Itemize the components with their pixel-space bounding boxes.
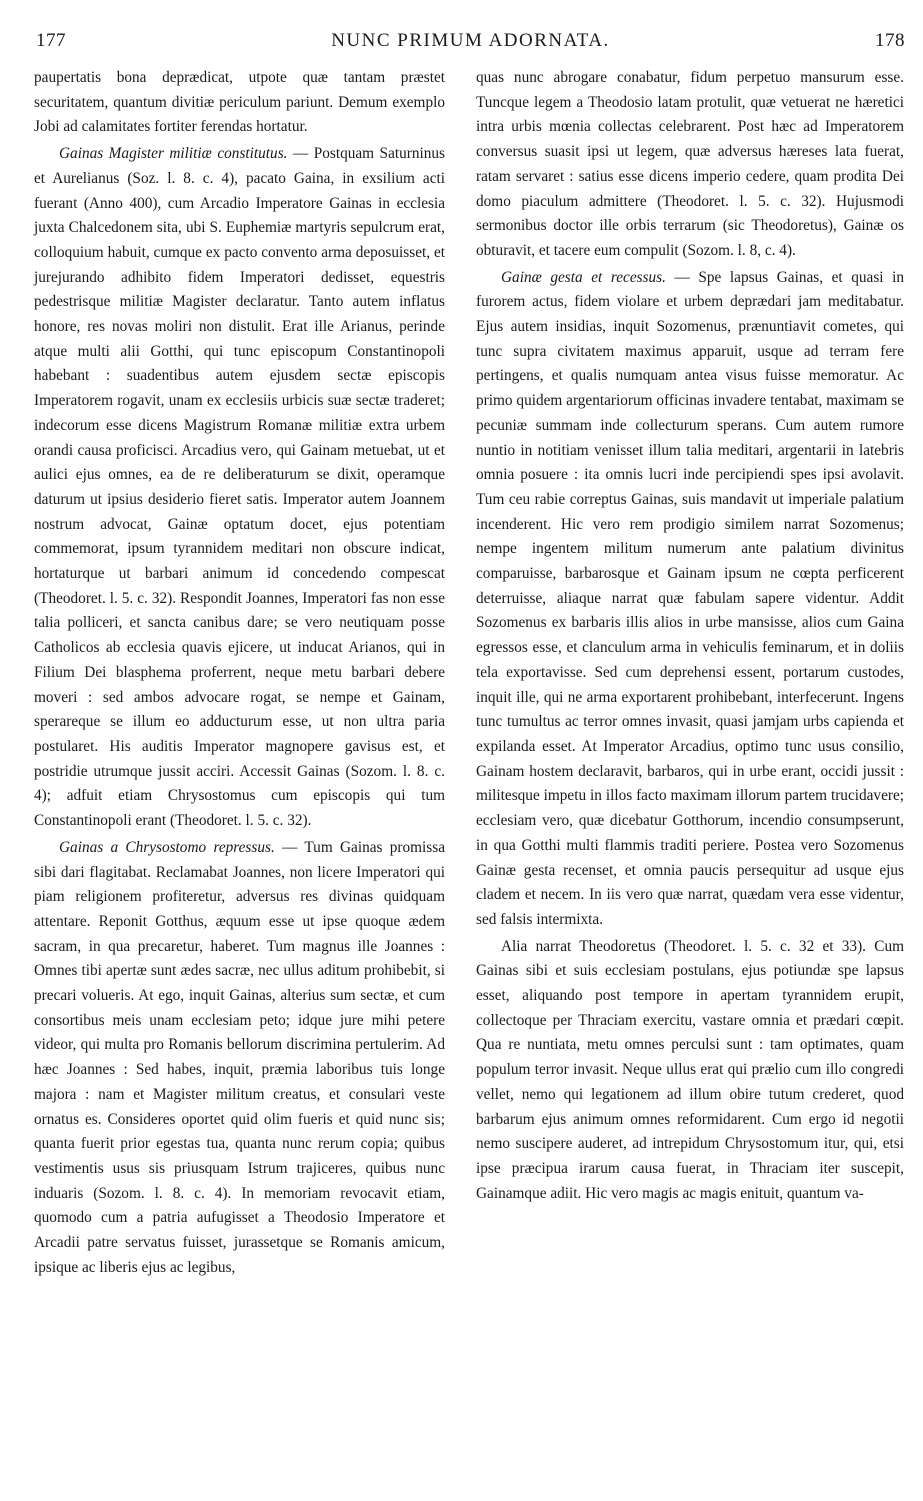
page-number-left: 177 [36, 30, 66, 51]
right-column [476, 66, 904, 1206]
paragraph: paupertatis bona deprædicat, utpote quæ tantam præstet securitatem, quantum divitiæ periculum pariunt. Demum exemplo Jobi ad calamitates fortiter ferendas hortatur. [34, 69, 445, 136]
page-number-right: 178 [875, 30, 905, 51]
section-paragraph [476, 266, 904, 933]
section-paragraph [34, 836, 445, 1281]
paragraph-body: — Spe lapsus Gainas, et quasi in furorem actus, fidem violare et urbem deprædari jam meditabatur. Ejus autem insidias, inquit Sozomenus, prænuntiavit cometes, qui tunc supra civitatem maximus apparuit, usque ad terram fere pertingens, et qualis numquam antea visus fuisse memoratur. Ac primo quidem argentariorum officinas invadere tentabat, maximam se pecuniæ summam inde collecturum sperans. Cum autem rumore nuntio in notitiam venisset illum talia meditari, argentarii in latebris omnia posuere : ita omnis lucri inde percipiendi spes ipsi avolavit. Tum ceu rabie correptus Gainas, suis mandavit ut imperiale palatium incenderent. Hic vero rem prodigio similem narrat Sozomenus; nempe ingentem militum numerum ante palatium divinitus comparuisse, barbarosque et Gainam ipsum ne cœpta perficerent deterruisse, aliaque narrat quæ fabulam sapere videntur. Addit Sozomenus ex barbaris illis alios in urbe mansisse, alios cum Gaina egressos esse, et clanculum arma in vehiculis feminarum, et in doliis tela exportavisse. Sed cum deprehensi essent, portarum custodes, inquit ille, qui ne arma exportarent prohibebant, interfecerunt. Ingens tunc tumultus ac terror omnes invasit, quasi jamjam urbs capienda et expilanda esset. At Imperator Arcadius, optimo tunc usus consilio, Gainam hostem declaravit, barbaros, qui in urbe erant, occidi jussit : militesque impetu in illos facto maximam illorum partem trucidavere; ecclesiam vero, quæ dicebatur Gotthorum, incendio consumpserunt, in qua Gotthi multi flammis traditi periere. Postea vero Sozomenus Gainæ gesta recenset, et omnia paucis persequitur ad usque ejus cladem et necem. In iis vero quæ narrat, quædam vera esse videntur, sed falsis intermixta. [476, 268, 904, 928]
paragraph-body: — Postquam Saturninus et Aurelianus (Soz. l. 8. c. 4), pacato Gaina, in exsilium acti fuerant (Anno 400), cum Arcadio Imperatore Gainas in ecclesia juxta Chalcedonem sita, ubi S. Euphemiæ martyris sepulcrum erat, colloquium habuit, cumque ex pacto convento arma deposuisset, et jurejurando adhibito fidem Imperatori dedisset, equestris pedestrisque militiæ Magister declaratur. Tanto autem inflatus honore, res novas moliri non distulit. Erat ille Arianus, perinde atque multi alii Gotthi, qui tunc episcopum Constantinopoli habebant : suadentibus autem ejusdem sectæ episcopis Imperatorem rogavit, unam ex ecclesiis urbicis suæ sectæ traderet; indecorum esse dicens Magistrum Romanæ militiæ extra urbem orandi causa proficisci. Arcadius vero, qui Gainam metuebat, ut et aulici ejus omnes, ea de re deliberaturum se dixit, operamque daturum ut ipsius desiderio fieret satis. Imperator autem Joannem nostrum advocat, Gainæ optatum docet, ejus potentiam commemorat, ipsum tyrannidem meditari non obscure indicat, hortaturque ut barbari animum id concedendo compescat (Theodoret. l. 5. c. 32). Respondit Joannes, Imperatori fas non esse talia polliceri, et sancta canibus dare; se vero neutiquam posse Catholicos ab ecclesia quavis ejicere, ut inducat Arianos, qui in Filium Dei blasphema proferrent, neque metu barbari debere moveri : sed ambos advocare rogat, se nempe et Gainam, sperareque se illum eo adducturum esse, ut non ultra paria postularet. His auditis Imperator magnopere gavisus est, et postridie utrumque jussit acciri. Accessit Gainas (Sozom. l. 8. c. 4); adfuit etiam Chrysostomus cum episcopis qui tum Constantinopoli erant (Theodoret. l. 5. c. 32). [34, 145, 445, 830]
section-heading: Gainas Magister militiæ constitutus. [59, 145, 288, 163]
paragraph: Alia narrat Theodoretus (Theodoret. l. 5. c. 32 et 33). Cum Gainas sibi et suis ecclesiam postulans, ejus potiundæ spe lapsus esset, aliquando post tempore in apertam tyrannidem erupit, collectoque per Thraciam exercitu, vastare omnia et prædari cœpit. Qua re nuntiata, metu omnes perculsi sunt : tam optimates, quam populum terror invasit. Neque ullus erat qui prælio cum illo congredi vellet, nemo qui legationem ad illum obire tutum crederet, quod barbarum ejus animum omnes reformidarent. Cum ergo id negotii nemo suscipere auderet, ad intrepidum Chrysostomum itur, qui, etsi ipse præcipua irarum causa fuerat, in Thraciam iter suscepit, Gainamque adiit. Hic vero magis ac magis enituit, quantum va- [476, 937, 904, 1202]
page-header [36, 30, 905, 56]
paragraph-body: — Tum Gainas promissa sibi dari flagitabat. Reclamabat Joannes, non licere Imperatori qui piam religionem profiteretur, adversus res divinas quidquam attentare. Reponit Gotthus, æquum esse ut ipse quoque ædem sacram, in qua precaretur, haberet. Tum magnus ille Joannes : Omnes tibi apertæ sunt ædes sacræ, nec ullus aditum prohibebit, si precari volueris. At ego, inquit Gainas, alterius sum sectæ, et cum consortibus meis unam ecclesiam peto; idque jure mihi petere videor, qui multa pro Romanis bellorum discrimina pertulerim. Ad hæc Joannes : Sed habes, inquit, præmia laboribus tuis longe majora : nam et Magister militum creatus, et consulari veste ornatus es. Consideres oportet quid olim fueris et quid nunc sis; quanta fuerit prior egestas tua, quanta nunc rerum copia; quibus vestimentis usus sis priusquam Istrum trajiceres, quibus nunc induaris (Sozom. l. 8. c. 4). In memoriam revocavit etiam, quomodo cum a patria aufugisset a Theodosio Imperatore et Arcadii patre servatus fuisset, jurassetque se Romanis amicum, ipsique ac liberis ejus ac legibus, [34, 838, 446, 1276]
left-column [34, 66, 445, 1280]
section-heading: Gainas a Chrysostomo repressus. [59, 838, 275, 856]
section-paragraph [34, 142, 445, 834]
paragraph: quas nunc abrogare conabatur, fidum perpetuo mansurum esse. Tuncque legem a Theodosio latam protulit, quæ vetuerat ne hæretici intra urbis mœnia collectas celebrarent. Post hæc ad Imperatorem conversus suasit ipsi ut legem, quæ adversus hæreses lata fuerat, ratam servaret : satius esse dicens imperio cedere, quam prodita Dei domo piaculum admittere (Theodoret. l. 5. c. 32). Hujusmodi sermonibus doctor ille orbis terrarum (sic Theodoretus), Gainæ os obturavit, et tacere eum compulit (Sozom. l. 8, c. 4). [476, 69, 904, 259]
running-title: NUNC PRIMUM ADORNATA. [331, 30, 610, 51]
section-heading: Gainæ gesta et recessus. [501, 268, 666, 286]
